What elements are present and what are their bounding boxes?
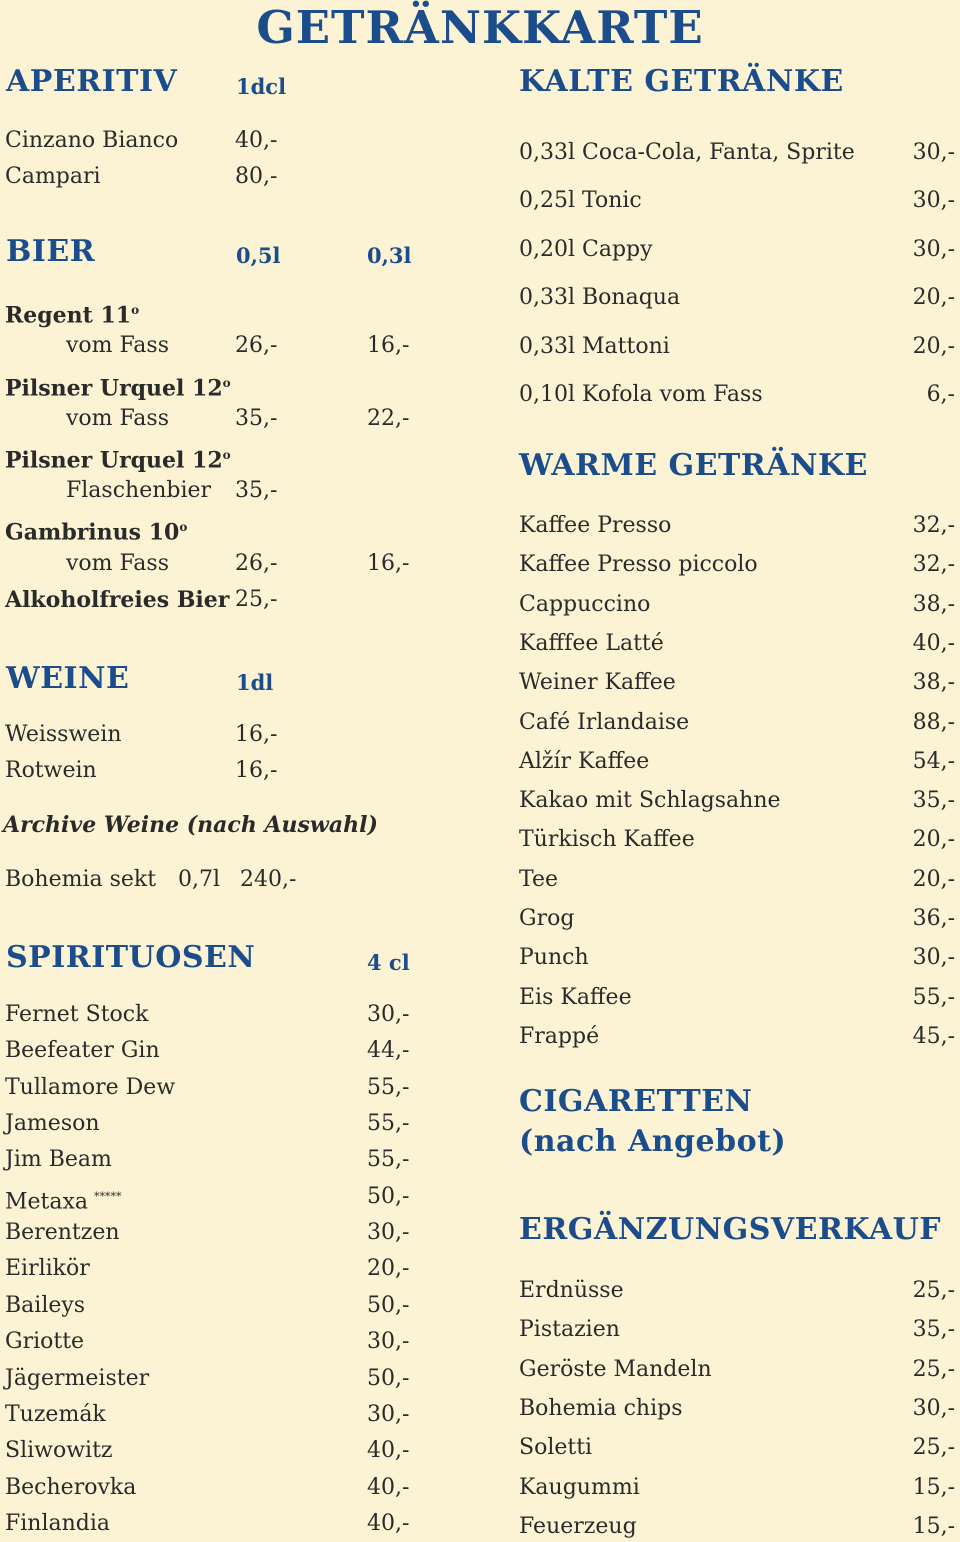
menu-item-price: 25,- — [912, 1356, 955, 1382]
menu-item-price: 32,- — [912, 513, 955, 538]
menu-item-price: 30,- — [912, 1395, 955, 1421]
menu-item-price: 25,- — [912, 1278, 955, 1303]
menu-item-price: 30,- — [367, 1220, 410, 1246]
menu-item-price: 80,- — [235, 164, 278, 189]
beer-price-03: 16,- — [367, 333, 410, 358]
menu-item-price: 50,- — [367, 1183, 410, 1209]
bier-heading: BIER — [6, 234, 96, 269]
beer-name: Regent 11$^o$ — [5, 302, 140, 329]
menu-item-name: Kafffee Latté — [519, 630, 664, 656]
menu-item-price: 20,- — [367, 1256, 410, 1282]
menu-item-name: Baileys — [5, 1292, 86, 1318]
bier-col-03: 0,3l — [367, 243, 412, 268]
menu-item-price: 36,- — [912, 906, 955, 931]
menu-item-name: Soletti — [519, 1435, 593, 1461]
menu-item-name: Feuerzeug — [519, 1513, 637, 1539]
menu-item-name: Jim Beam — [5, 1147, 112, 1173]
menu-item-name: Alžír Kaffee — [519, 748, 650, 774]
warme-heading: WARME GETRÄNKE — [519, 448, 868, 483]
menu-item-name: Frappé — [519, 1023, 600, 1049]
menu-item-price: 6,- — [926, 382, 955, 407]
beer-name: Alkoholfreies Bier — [5, 587, 230, 613]
menu-item-name: Weiner Kaffee — [519, 670, 676, 696]
beer-price-05: 26,- — [235, 333, 278, 358]
menu-item-price: 32,- — [912, 552, 955, 578]
weine-unit: 1dl — [236, 670, 274, 695]
menu-item-name: Jägermeister — [5, 1365, 150, 1391]
beer-price-03: 16,- — [367, 551, 410, 576]
menu-item-price: 55,- — [912, 984, 955, 1010]
cigaretten-heading: CIGARETTEN — [519, 1084, 753, 1119]
menu-item-name: Kakao mit Schlagsahne — [519, 788, 781, 814]
menu-item-price: 30,- — [912, 236, 955, 262]
menu-item-name: Eis Kaffee — [519, 984, 632, 1010]
beer-sub: vom Fass — [66, 406, 169, 431]
menu-item-price: 40,- — [367, 1474, 410, 1500]
menu-item-price: 20,- — [912, 866, 955, 892]
menu-item-name: Campari — [5, 164, 101, 189]
archive-weine-note: Archive Weine (nach Auswahl) — [3, 812, 378, 838]
menu-item-price: 15,- — [912, 1513, 955, 1539]
menu-item-name: Café Irlandaise — [519, 709, 690, 735]
beer-name: Pilsner Urquel 12$^o$ — [5, 375, 231, 402]
menu-item-price: 30,- — [367, 1002, 410, 1027]
menu-item-name: Jameson — [5, 1111, 100, 1137]
menu-item-price: 40,- — [367, 1510, 410, 1536]
menu-item-name: Grog — [519, 906, 575, 931]
beer-price-05: 35,- — [235, 478, 278, 503]
sekt-name: Bohemia sekt — [5, 867, 157, 892]
menu-item-name: 0,33l Bonaqua — [519, 285, 681, 311]
menu-item-name: Tee — [519, 866, 559, 892]
menu-item-price: 54,- — [912, 748, 955, 774]
menu-item-name: 0,33l Mattoni — [519, 333, 670, 359]
weine-heading: WEINE — [6, 661, 130, 696]
aperitiv-heading: APERITIV — [6, 64, 178, 99]
spirituosen-unit: 4 cl — [367, 950, 410, 975]
kalte-heading: KALTE GETRÄNKE — [519, 64, 844, 99]
beer-price-05: 35,- — [235, 406, 278, 431]
menu-item-name: Eirlikör — [5, 1256, 90, 1282]
menu-item-name: Metaxa ***** — [5, 1189, 122, 1215]
menu-item-price: 50,- — [367, 1365, 410, 1391]
menu-item-price: 44,- — [367, 1038, 410, 1064]
beer-sub: vom Fass — [66, 333, 169, 358]
menu-item-name: 0,10l Kofola vom Fass — [519, 382, 763, 407]
aperitiv-unit: 1dcl — [236, 74, 287, 99]
menu-item-name: Erdnüsse — [519, 1278, 624, 1303]
menu-item-name: Rotwein — [5, 758, 97, 783]
menu-item-price: 55,- — [367, 1147, 410, 1173]
menu-item-price: 30,- — [912, 945, 955, 971]
menu-item-price: 20,- — [912, 827, 955, 853]
menu-item-name: Bohemia chips — [519, 1395, 683, 1421]
menu-item-price: 35,- — [912, 1317, 955, 1343]
page-title: GETRÄNKKARTE — [256, 1, 704, 54]
menu-item-name: Kaffee Presso piccolo — [519, 552, 758, 578]
beer-price-05: 25,- — [235, 587, 278, 612]
menu-item-price: 50,- — [367, 1292, 410, 1318]
beer-price-03: 22,- — [367, 406, 410, 431]
menu-item-price: 45,- — [912, 1023, 955, 1049]
menu-item-price: 55,- — [367, 1111, 410, 1137]
menu-item-price: 15,- — [912, 1474, 955, 1500]
menu-item-price: 55,- — [367, 1074, 410, 1100]
menu-item-price: 40,- — [367, 1438, 410, 1464]
menu-item-price: 16,- — [235, 722, 278, 747]
stars-rating: ***** — [94, 1189, 122, 1203]
beer-name: Gambrinus 10$^o$ — [5, 519, 188, 546]
bier-col-05: 0,5l — [236, 243, 281, 268]
menu-item-price: 25,- — [912, 1435, 955, 1461]
spirituosen-heading: SPIRITUOSEN — [6, 940, 256, 975]
menu-item-name: Geröste Mandeln — [519, 1356, 712, 1382]
menu-item-price: 30,- — [367, 1329, 410, 1355]
menu-item-name: 0,20l Cappy — [519, 236, 653, 262]
menu-item-name: Beefeater Gin — [5, 1038, 160, 1064]
menu-item-price: 88,- — [912, 709, 955, 735]
menu-item-name: Sliwowitz — [5, 1438, 113, 1464]
menu-item-price: 38,- — [912, 670, 955, 696]
menu-item-price: 16,- — [235, 758, 278, 783]
menu-item-price: 30,- — [367, 1401, 410, 1427]
menu-item-name: Türkisch Kaffee — [519, 827, 695, 853]
menu-item-name: Pistazien — [519, 1317, 620, 1343]
menu-item-name: Cinzano Bianco — [5, 128, 179, 153]
menu-item-name: Finlandia — [5, 1510, 111, 1536]
menu-item-name: 0,33l Coca-Cola, Fanta, Sprite — [519, 140, 855, 165]
beer-name: Pilsner Urquel 12$^o$ — [5, 447, 231, 474]
cigaretten-subheading: (nach Angebot) — [519, 1124, 787, 1159]
menu-item-price: 35,- — [912, 788, 955, 814]
ergaenzung-heading: ERGÄNZUNGSVERKAUF — [519, 1212, 942, 1247]
menu-item-name: Berentzen — [5, 1220, 120, 1246]
menu-item-price: 40,- — [912, 630, 955, 656]
beer-sub: vom Fass — [66, 551, 169, 576]
menu-item-name: Kaugummi — [519, 1474, 640, 1500]
menu-item-name: Fernet Stock — [5, 1002, 149, 1027]
menu-item-name: Becherovka — [5, 1474, 137, 1500]
menu-item-name: Tuzemák — [5, 1401, 106, 1427]
menu-item-name: Cappuccino — [519, 591, 651, 617]
menu-item-name: Kaffee Presso — [519, 513, 672, 538]
beer-sub: Flaschenbier — [66, 478, 212, 503]
menu-item-price: 38,- — [912, 591, 955, 617]
menu-item-name: Punch — [519, 945, 589, 971]
menu-item-name: Tullamore Dew — [5, 1074, 176, 1100]
sekt-volume: 0,7l — [178, 867, 221, 892]
menu-item-price: 40,- — [235, 128, 278, 153]
menu-item-price: 30,- — [912, 188, 955, 214]
menu-item-price: 20,- — [912, 285, 955, 311]
menu-item-price: 20,- — [912, 333, 955, 359]
sekt-price: 240,- — [240, 867, 297, 892]
menu-item-price: 30,- — [912, 140, 955, 165]
menu-item-name: Weisswein — [5, 722, 122, 747]
beer-price-05: 26,- — [235, 551, 278, 576]
menu-item-name: 0,25l Tonic — [519, 188, 642, 214]
menu-item-name: Griotte — [5, 1329, 85, 1355]
